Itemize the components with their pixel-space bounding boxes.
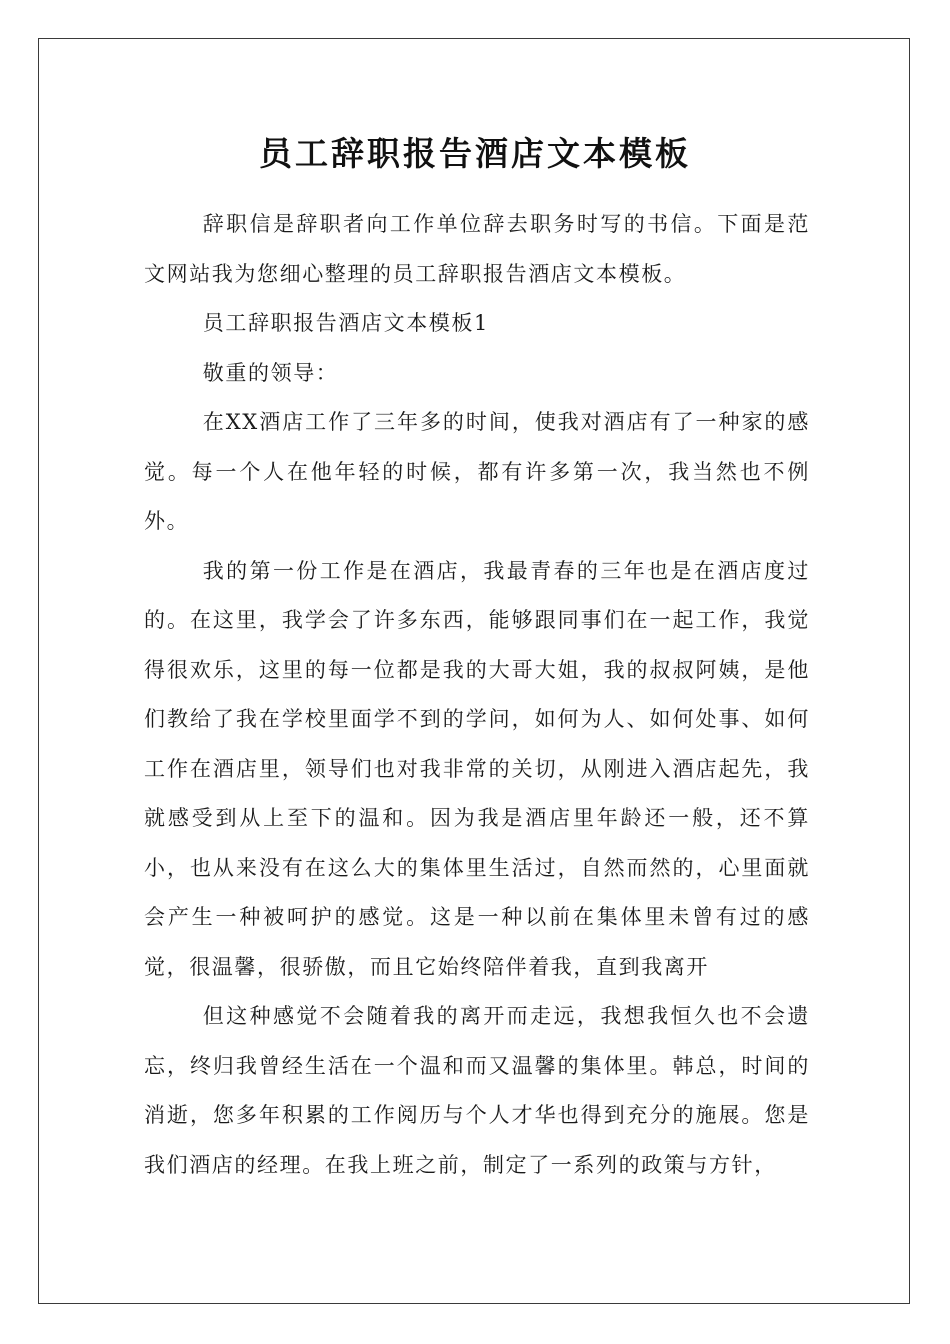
salutation: 敬重的领导：: [202, 360, 339, 385]
document-body: [144, 200, 810, 1190]
section-heading: 员工辞职报告酒店文本模板1: [202, 311, 489, 335]
intro-paragraph: 辞职信是辞职者向工作单位辞去职务时写的书信。下面是范文网站我为您细心整理的员工辞职报告酒店文本模板。: [144, 212, 810, 286]
body-paragraph: 我的第一份工作是在酒店，我最青春的三年也是在酒店度过的。在这里，我学会了许多东西，能够跟同事们在一起工作，我觉得很欢乐，这里的每一位都是我的大哥大姐，我的叔叔阿姨，是他们教给了我在学校里面学不到的学问，如何为人、如何处事、如何工作在酒店里，领导们也对我非常的关切，从刚进入酒店起先，我就感受到从上至下的温和。因为我是酒店里年龄还一般，还不算小，也从来没有在这么大的集体里生活过，自然而然的，心里面就会产生一种被呵护的感觉。这是一种以前在集体里未曾有过的感觉，很温馨，很骄傲，而且它始终陪伴着我，直到我离开: [144, 558, 810, 979]
body-paragraph: 在XX酒店工作了三年多的时间，使我对酒店有了一种家的感觉。每一个人在他年轻的时候，都有许多第一次，我当然也不例外。: [144, 410, 810, 533]
document-title: 员工辞职报告酒店文本模板: [259, 134, 691, 173]
body-paragraph: 但这种感觉不会随着我的离开而走远，我想我恒久也不会遗忘，终归我曾经生活在一个温和而又温馨的集体里。韩总，时间的消逝，您多年积累的工作阅历与个人才华也得到充分的施展。您是我们酒店的经理。在我上班之前，制定了一系列的政策与方针，: [144, 1004, 810, 1177]
